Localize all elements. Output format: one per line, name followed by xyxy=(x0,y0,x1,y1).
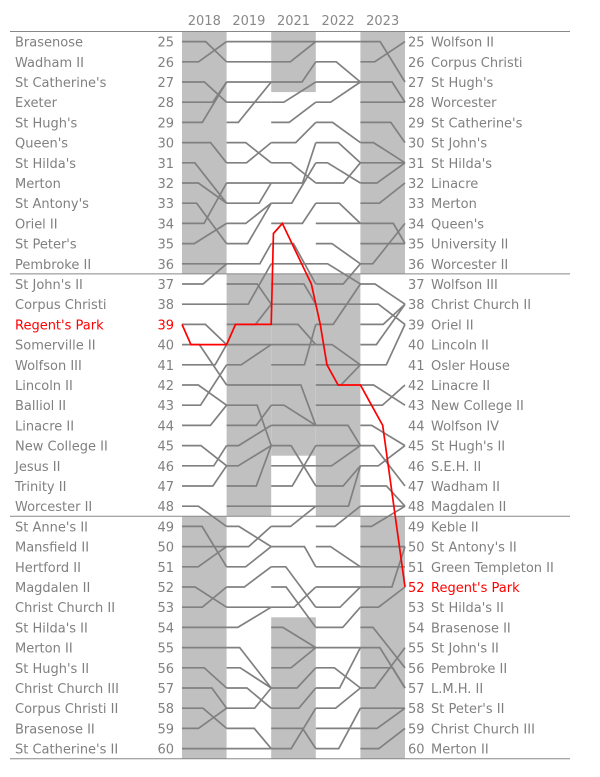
right-position-label: 27 xyxy=(408,76,425,91)
right-crew-label: Regent's Park xyxy=(431,581,520,596)
right-position-label: 37 xyxy=(408,278,425,293)
right-position-label: 51 xyxy=(408,560,425,576)
right-position-label: 42 xyxy=(408,379,425,394)
year-label-2021: 2021 xyxy=(276,14,311,29)
year-label-2019: 2019 xyxy=(232,14,266,29)
left-crew-label: Trinity II xyxy=(15,480,67,495)
right-crew-label: St John's xyxy=(431,136,488,152)
crew-track-81 xyxy=(271,203,316,223)
left-crew-label: Christ Church III xyxy=(15,682,119,697)
left-position-label: 55 xyxy=(157,641,174,657)
right-position-label: 34 xyxy=(408,217,425,233)
right-position-label: 32 xyxy=(408,177,425,192)
crew-track-65 xyxy=(227,607,272,627)
left-crew-label: St Anne's II xyxy=(15,520,88,536)
crew-track-69 xyxy=(227,688,272,708)
crew-track-115 xyxy=(316,163,361,183)
crew-track-61 xyxy=(227,526,272,546)
right-crew-label: Merton II xyxy=(431,742,489,758)
right-crew-label: Linacre II xyxy=(431,379,491,394)
right-crew-label: Queen's xyxy=(431,217,485,233)
shaded-band-6 xyxy=(316,274,361,516)
crew-track-22 xyxy=(182,466,227,486)
left-position-label: 53 xyxy=(157,601,174,617)
left-position-label: 33 xyxy=(157,197,174,213)
right-position-label: 49 xyxy=(408,520,425,536)
left-crew-label: St Hilda's II xyxy=(15,621,88,637)
crew-track-114 xyxy=(316,163,361,183)
right-position-label: 46 xyxy=(408,459,425,475)
left-position-label: 37 xyxy=(157,278,174,293)
shaded-band-2 xyxy=(227,274,272,516)
crew-track-63 xyxy=(227,567,272,587)
left-crew-label: Brasenose xyxy=(15,35,83,51)
left-position-label: 49 xyxy=(157,520,174,536)
right-position-label: 47 xyxy=(408,480,425,495)
crew-track-77 xyxy=(271,122,316,142)
left-position-label: 38 xyxy=(157,298,174,314)
right-crew-label: S.E.H. II xyxy=(431,459,482,475)
left-crew-label: Hertford II xyxy=(15,560,81,576)
left-position-label: 58 xyxy=(157,702,174,718)
crew-track-16 xyxy=(182,345,227,365)
right-crew-label: Merton xyxy=(431,197,477,213)
right-crew-label: St John's II xyxy=(431,641,499,657)
crew-track-67 xyxy=(227,668,272,688)
left-position-label: 60 xyxy=(157,742,174,758)
right-crew-label: Corpus Christi xyxy=(431,55,523,71)
left-crew-label: Magdalen II xyxy=(15,581,91,596)
right-position-label: 36 xyxy=(408,257,425,273)
crew-track-19 xyxy=(182,405,227,425)
crew-track-76 xyxy=(271,102,316,122)
left-position-label: 43 xyxy=(157,399,174,415)
left-crew-label: Regent's Park xyxy=(15,318,104,334)
right-position-label: 43 xyxy=(408,399,425,415)
right-position-label: 30 xyxy=(408,136,425,152)
left-crew-label: Queen's xyxy=(15,136,69,152)
right-position-label: 45 xyxy=(408,439,425,455)
year-label-2018: 2018 xyxy=(187,14,221,29)
left-position-label: 48 xyxy=(157,500,174,516)
right-crew-label: Lincoln II xyxy=(431,338,489,354)
right-position-label: 56 xyxy=(408,661,425,677)
left-position-label: 27 xyxy=(157,76,174,91)
right-crew-label: Wolfson II xyxy=(431,35,495,51)
crew-track-60 xyxy=(227,526,272,546)
right-crew-label: Wolfson III xyxy=(431,278,498,293)
year-label-2022: 2022 xyxy=(321,14,355,29)
left-position-label: 59 xyxy=(157,722,174,738)
right-crew-label: Keble II xyxy=(431,520,479,536)
right-position-label: 52 xyxy=(408,581,425,596)
crew-track-162 xyxy=(360,385,405,405)
right-position-label: 57 xyxy=(408,682,425,697)
left-crew-label: Brasenose II xyxy=(15,722,95,738)
left-crew-label: St Catherine's II xyxy=(15,742,119,758)
right-crew-label: St Hilda's II xyxy=(431,601,504,617)
crew-track-111 xyxy=(316,82,361,102)
crew-track-137 xyxy=(316,607,361,627)
crew-track-62 xyxy=(227,547,272,567)
crew-track-141 xyxy=(316,688,361,708)
right-position-label: 41 xyxy=(408,358,425,374)
left-crew-label: Jesus II xyxy=(15,459,61,475)
left-position-label: 52 xyxy=(157,581,174,596)
left-position-label: 45 xyxy=(157,439,174,455)
crew-track-70 xyxy=(227,728,272,748)
left-crew-label: St Antony's xyxy=(15,197,89,213)
crew-track-68 xyxy=(227,688,272,708)
left-position-label: 54 xyxy=(157,621,174,637)
right-crew-label: Worcester II xyxy=(431,257,509,273)
right-position-label: 53 xyxy=(408,601,425,617)
left-position-label: 47 xyxy=(157,480,174,495)
left-crew-label: Oriel II xyxy=(15,217,58,233)
left-crew-label: Wadham II xyxy=(15,55,84,71)
right-crew-label: St Hilda's xyxy=(431,156,493,172)
left-crew-label: Merton xyxy=(15,177,61,192)
left-position-label: 57 xyxy=(157,682,174,697)
left-crew-label: Lincoln II xyxy=(15,379,73,394)
crew-track-118 xyxy=(316,244,361,264)
right-crew-label: Osler House xyxy=(431,358,510,374)
left-position-label: 35 xyxy=(157,237,174,253)
shaded-band-7 xyxy=(360,32,405,274)
crew-track-44 xyxy=(227,183,272,203)
right-crew-label: St Hugh's II xyxy=(431,439,506,455)
crew-track-161 xyxy=(360,385,405,405)
right-position-label: 55 xyxy=(408,641,425,657)
left-position-label: 56 xyxy=(157,661,174,677)
left-position-label: 31 xyxy=(157,156,174,172)
right-crew-label: New College II xyxy=(431,399,524,415)
left-position-label: 36 xyxy=(157,257,174,273)
right-crew-label: Green Templeton II xyxy=(431,560,554,576)
crew-track-156 xyxy=(360,284,405,304)
right-crew-label: Christ Church II xyxy=(431,298,532,314)
right-position-label: 54 xyxy=(408,621,425,637)
right-crew-label: Pembroke II xyxy=(431,661,508,677)
crew-track-113 xyxy=(316,143,361,163)
left-crew-label: Merton II xyxy=(15,641,73,657)
left-crew-label: St Hugh's xyxy=(15,116,78,132)
left-position-label: 42 xyxy=(157,379,174,394)
right-crew-label: St Hugh's xyxy=(431,76,494,91)
right-crew-label: Oriel II xyxy=(431,318,474,334)
right-crew-label: St Antony's II xyxy=(431,540,517,556)
left-crew-label: Linacre II xyxy=(15,419,75,435)
crew-track-136 xyxy=(316,587,361,607)
right-position-label: 31 xyxy=(408,156,425,172)
crew-track-109 xyxy=(316,62,361,82)
right-position-label: 28 xyxy=(408,96,425,112)
left-position-label: 30 xyxy=(157,136,174,152)
right-position-label: 50 xyxy=(408,540,425,556)
left-crew-label: St Peter's xyxy=(15,237,77,253)
left-crew-label: New College II xyxy=(15,439,108,455)
left-position-label: 41 xyxy=(157,358,174,374)
left-crew-label: Corpus Christi xyxy=(15,298,107,314)
right-position-label: 39 xyxy=(408,318,425,334)
left-position-label: 51 xyxy=(157,560,174,576)
right-position-label: 59 xyxy=(408,722,425,738)
left-position-label: 40 xyxy=(157,338,174,354)
right-position-label: 44 xyxy=(408,419,425,435)
right-position-label: 58 xyxy=(408,702,425,718)
crew-track-165 xyxy=(360,446,405,466)
left-position-label: 28 xyxy=(157,96,174,112)
left-crew-label: St Hugh's II xyxy=(15,661,90,677)
left-position-label: 26 xyxy=(157,55,174,71)
right-position-label: 33 xyxy=(408,197,425,213)
left-position-label: 32 xyxy=(157,177,174,192)
left-crew-label: Mansfield II xyxy=(15,540,90,556)
right-position-label: 29 xyxy=(408,116,425,132)
left-crew-label: Pembroke II xyxy=(15,257,92,273)
right-position-label: 25 xyxy=(408,35,425,51)
left-crew-label: St Catherine's xyxy=(15,76,107,91)
right-position-label: 40 xyxy=(408,338,425,354)
right-crew-label: Linacre xyxy=(431,177,479,192)
left-crew-label: Worcester II xyxy=(15,500,93,516)
year-label-2023: 2023 xyxy=(366,14,400,29)
right-position-label: 26 xyxy=(408,55,425,71)
right-crew-label: Magdalen II xyxy=(431,500,507,516)
right-position-label: 35 xyxy=(408,237,425,253)
right-crew-label: Brasenose II xyxy=(431,621,511,637)
left-position-label: 44 xyxy=(157,419,174,435)
right-crew-label: St Peter's II xyxy=(431,702,505,718)
left-crew-label: Wolfson III xyxy=(15,358,82,374)
left-crew-label: Christ Church II xyxy=(15,601,116,617)
left-crew-label: St Hilda's xyxy=(15,156,77,172)
crew-track-17 xyxy=(182,385,227,405)
right-crew-label: Wolfson IV xyxy=(431,419,500,435)
right-crew-label: Worcester xyxy=(431,96,497,112)
right-crew-label: L.M.H. II xyxy=(431,682,484,697)
crew-track-139 xyxy=(316,668,361,688)
left-position-label: 25 xyxy=(157,35,174,51)
crew-track-133 xyxy=(316,547,361,567)
right-position-label: 48 xyxy=(408,500,425,516)
right-crew-label: University II xyxy=(431,237,509,253)
right-crew-label: Christ Church III xyxy=(431,722,535,738)
crew-track-47 xyxy=(227,244,272,264)
left-position-label: 34 xyxy=(157,217,174,233)
left-crew-label: Corpus Christi II xyxy=(15,702,119,718)
left-position-label: 46 xyxy=(157,459,174,475)
left-position-label: 50 xyxy=(157,540,174,556)
right-crew-label: Wadham II xyxy=(431,480,500,495)
crew-track-116 xyxy=(316,203,361,223)
crew-track-97 xyxy=(271,547,316,567)
right-crew-label: St Catherine's xyxy=(431,116,523,132)
right-position-label: 38 xyxy=(408,298,425,314)
left-crew-label: Exeter xyxy=(15,96,57,112)
left-crew-label: St John's II xyxy=(15,278,83,293)
left-position-label: 39 xyxy=(157,318,174,334)
crew-track-166 xyxy=(360,486,405,506)
crew-track-112 xyxy=(316,122,361,142)
left-crew-label: Balliol II xyxy=(15,399,67,415)
left-position-label: 29 xyxy=(157,116,174,132)
left-crew-label: Somerville II xyxy=(15,338,96,354)
right-position-label: 60 xyxy=(408,742,425,758)
shaded-band-8 xyxy=(360,516,405,758)
